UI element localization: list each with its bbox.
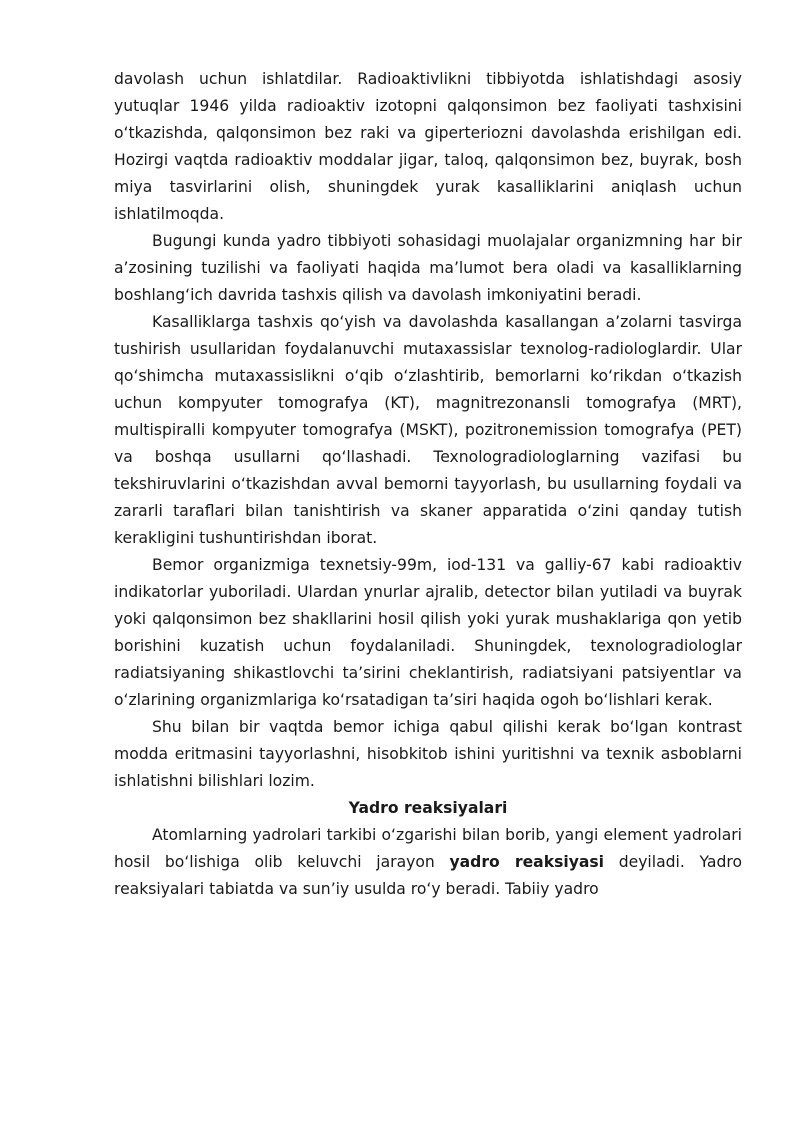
reaction-text-before: Atomlarning yadrolari tarkibi o‘zgarishi bilan borib, yangi element yadrolari hosil bo‘lishiga olib keluvchi jarayon <box>114 826 742 871</box>
paragraph-indicators: Bemor organizmiga texnetsiy-99m, iod-131 va galliy-67 kabi radioaktiv indikatorlar yuboriladi. Ulardan ynurlar ajralib, detector bilan yutiladi va buyrak yoki qalqonsimon bez shakllarini hosil qilish yoki yurak mushaklariga qon yetib borishini kuzatish uchun foydalaniladi. Shuningdek, texnologradiologlar radiatsiyaning shikastlovchi ta’sirini cheklantirish, radiatsiyani patsiyentlar va o‘zlarining organizmlariga ko‘rsatadigan ta’siri haqida ogoh bo‘lishlari kerak. <box>114 556 742 709</box>
paragraph-nuclear-reactions <box>114 822 742 903</box>
reaction-text-after: deyiladi. Yadro reaksiyalari tabiatda va sun’iy usulda ro‘y beradi. Tabiiy yadro <box>114 853 742 898</box>
paragraph-contrast: Shu bilan bir vaqtda bemor ichiga qabul qilishi kerak bo‘lgan kontrast modda eritmasini tayyorlashni, hisobkitob ishini yuritishni va texnik asboblarni ishlatishni bilishlari lozim. <box>114 718 742 790</box>
document-page <box>114 66 742 903</box>
section-heading: Yadro reaksiyalari <box>348 799 508 817</box>
reaction-term-bold: yadro reaksiyasi <box>449 853 605 871</box>
paragraph-radiologists: Kasalliklarga tashxis qo‘yish va davolashda kasallangan a’zolarni tasvirga tushirish usullaridan foydalanuvchi mutaxassislar texnolog-radiologlardir. Ular qo‘shimcha mutaxassislikni o‘qib o‘zlashtirib, bemorlarni ko‘rikdan o‘tkazish uchun kompyuter tomografya (KT), magnitrezonansli tomografya (MRT), multispiralli kompyuter tomografya (MSKT), pozitronemission tomografya (PET) va boshqa usullarni qo‘llashadi. Texnologradiologlarning vazifasi bu tekshiruvlarini o‘tkazishdan avval bemorni tayyorlash, bu usullarning foydali va zararli taraflari bilan tanishtirish va skaner apparatida o‘zini qanday tutish kerakligini tushuntirishdan iborat. <box>114 313 742 547</box>
paragraph-continuation: davolash uchun ishlatdilar. Radioaktivlikni tibbiyotda ishlatishdagi asosiy yutuqlar 1946 yilda radioaktiv izotopni qalqonsimon bez faoliyati tashxisini o‘tkazishda, qalqonsimon bez raki va giperteriozni davolashda erishilgan edi. Hozirgi vaqtda radioaktiv moddalar jigar, taloq, qalqonsimon bez, buyrak, bosh miya tasvirlarini olish, shuningdek yurak kasalliklarini aniqlash uchun ishlatilmoqda. <box>114 70 742 223</box>
paragraph-nuclear-medicine: Bugungi kunda yadro tibbiyoti sohasidagi muolajalar organizmning har bir a’zosining tuzilishi va faoliyati haqida ma’lumot bera oladi va kasalliklarning boshlang‘ich davrida tashxis qilish va davolash imkoniyatini beradi. <box>114 232 742 304</box>
